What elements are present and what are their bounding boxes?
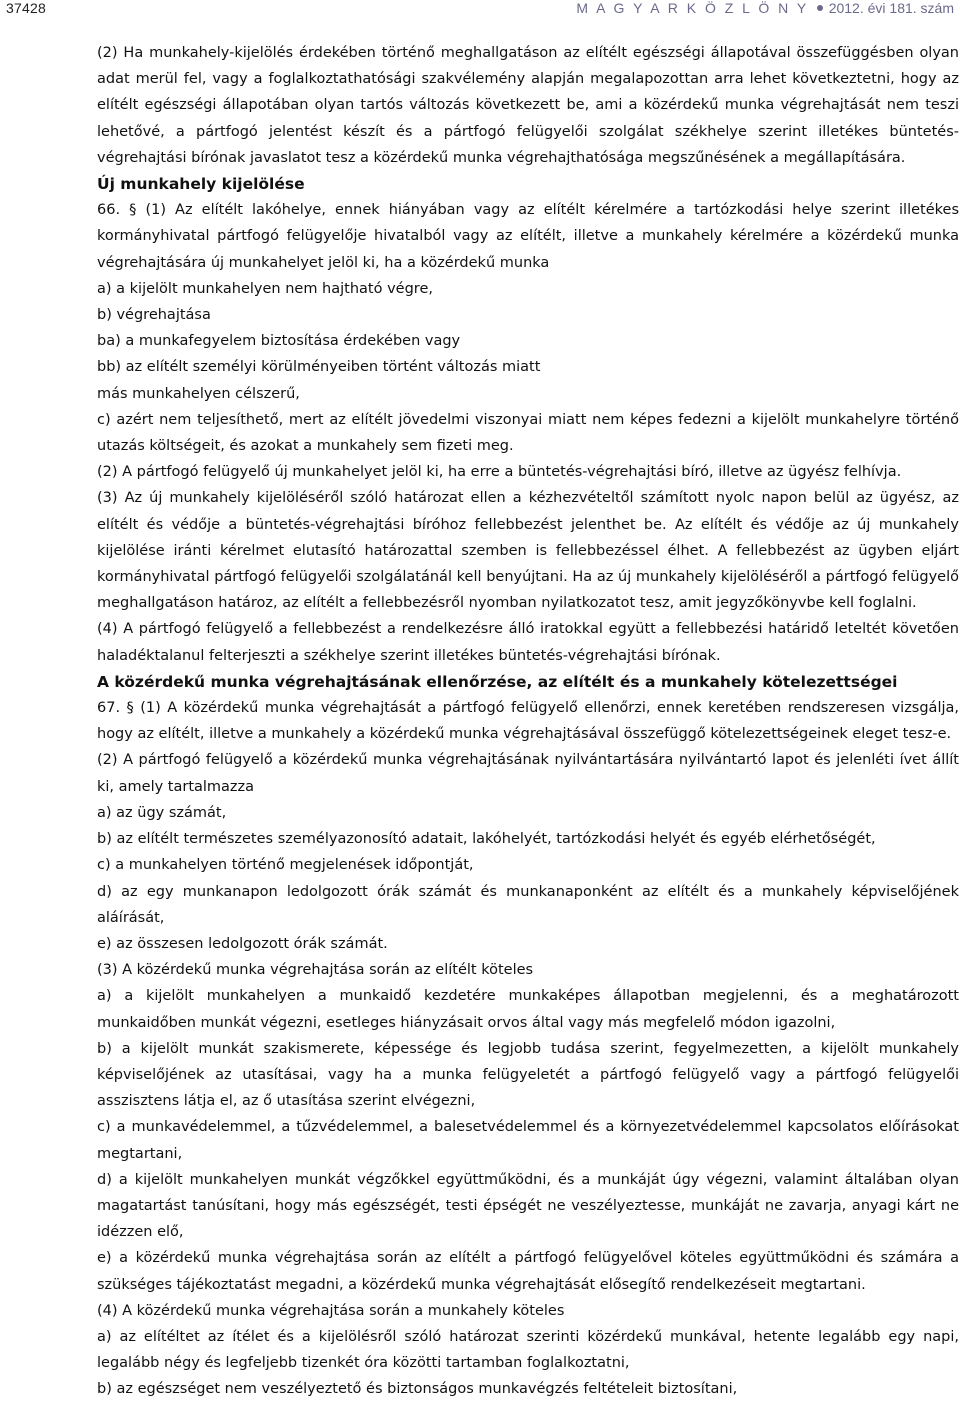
- list-item: b) az egészséget nem veszélyeztető és biztonságos munkavégzés feltételeit biztosítani,: [97, 1381, 738, 1398]
- list-item: b) a kijelölt munkát szakismerete, képessége és legjobb tudása szerint, fegyelmezetten, a kijelölt munkahely képviselőjének az utasításai, vagy ha a munka felügyeletét a pártfogó felügyelő vagy a pártfogó felügyelői asszisztens látja el, az ő utasítása szerint elvégezni,: [97, 1040, 959, 1110]
- journal-title: M A G Y A R K Ö Z L Ö N Y: [576, 0, 809, 16]
- list-item: b) az elítélt természetes személyazonosító adatait, lakóhelyét, tartózkodási helyét és egyéb elérhetőségét,: [97, 831, 876, 848]
- section-heading: A közérdekű munka végrehajtásának ellenőrzése, az elítélt és a munkahely kötelezettségei: [97, 672, 898, 691]
- paragraph: 66. § (1) Az elítélt lakóhelye, ennek hiányában vagy az elítélt kérelmére a tartózkodási helye szerint illetékes kormányhivatal pártfogó felügyelője hivatalból vagy az elítélt, illetve a munkahely kérelmére a közérdekű munka végrehajtására új munkahelyet jelöl ki, ha a közérdekű munka: [97, 202, 959, 271]
- list-item: a) a kijelölt munkahelyen nem hajtható végre,: [97, 280, 433, 297]
- paragraph: (3) Az új munkahely kijelöléséről szóló határozat ellen a kézhezvételtől számított nyolc napon belül az ügyész, az elítélt és védője a büntetés-végrehajtási bíróhoz fellebbezést jelenthet be. Az elítélt és védője az új munkahely kijelölése iránti kérelmet elutasító határozattal szemben is fellebbezéssel élhet. A fellebbezést az ügyben eljárt kormányhivatal pártfogó felügyelői szolgálatánál kell benyújtani. Ha az új munkahely kijelöléséről a pártfogó felügyelő meghallgatáson határoz, az elítélt a fellebbezésről nyomban nyilatkozatot tesz, amit jegyzőkönyvbe kell foglalni.: [97, 490, 959, 612]
- paragraph: (2) A pártfogó felügyelő a közérdekű munka végrehajtásának nyilvántartására nyilvántartó lapot és jelenléti ívet állít ki, amely tartalmazza: [97, 752, 959, 795]
- bullet-dot-icon: [817, 5, 823, 11]
- list-item: c) a munkavédelemmel, a tűzvédelemmel, a balesetvédelemmel és a környezetvédelemmel kapcsolatos előírásokat megtartani,: [97, 1119, 959, 1162]
- page-number: 37428: [6, 0, 46, 16]
- list-item: a) az elítéltet az ítélet és a kijelölésről szóló határozat szerinti közérdekű munkával, hetente legalább egy napi, legalább négy és legfeljebb tizenkét óra közötti tartamban foglalkoztatni,: [97, 1328, 959, 1372]
- list-item: a) az ügy számát,: [97, 804, 227, 821]
- paragraph: (2) A pártfogó felügyelő új munkahelyet jelöl ki, ha erre a büntetés-végrehajtási bíró, illetve az ügyész felhívja.: [97, 464, 902, 481]
- list-item: bb) az elítélt személyi körülményeiben történt változás miatt: [97, 359, 541, 376]
- list-item: d) az egy munkanapon ledolgozott órák számát és munkanaponként az elítélt és a munkahely képviselőjének aláírását,: [97, 883, 959, 926]
- list-item: e) a közérdekű munka végrehajtása során az elítélt a pártfogó felügyelővel köteles együttműködni és számára a szükséges tájékoztatást megadni, a közérdekű munka végrehajtását elősegítő rendelkezéseit megtartani.: [97, 1250, 959, 1293]
- paragraph: (4) A pártfogó felügyelő a fellebbezést a rendelkezésre álló iratokkal együtt a fellebbezési határidő leteltét követően haladéktalanul felterjeszti a székhelye szerint illetékes büntetés-végrehajtási bírónak.: [97, 621, 959, 664]
- list-item: a) a kijelölt munkahelyen a munkaidő kezdetére munkaképes állapotban megjelenni, és a meghatározott munkaidőben munkát végezni, esetleges hiányzásait orvos által vagy más megfelelő módon igazolni,: [97, 988, 959, 1031]
- list-item: c) azért nem teljesíthető, mert az elítélt jövedelmi viszonyai miatt nem képes fedezni a kijelölt munkahelyre történő utazás költségeit, és azokat a munkahely sem fizeti meg.: [97, 411, 959, 455]
- paragraph: (4) A közérdekű munka végrehajtása során a munkahely köteles: [97, 1302, 565, 1319]
- issue-label: 2012. évi 181. szám: [828, 0, 954, 16]
- paragraph: (2) Ha munkahely-kijelölés érdekében történő meghallgatáson az elítélt egészségi állapotával összefüggésben olyan adat merül fel, vagy a foglalkoztathatósági szakvélemény alapján megalapozottan arra lehet következtetni, hogy az elítélt egészségi állapotában olyan tartós változás következett be, ami a közérdekű munka végrehajtását nem teszi lehetővé, a pártfogó jelentést készít és a pártfogó felügyelői szolgálat székhelye szerint illetékes büntetés-végrehajtási bírónak javaslatot tesz a közérdekű munka végrehajthatósága megszűnésének a megállapítására.: [97, 45, 959, 166]
- list-item: d) a kijelölt munkahelyen munkát végzőkkel együttműködni, és a munkáját úgy végezni, valamint általában olyan magatartást tanúsítani, hogy más egészségét, testi épségét ne veszélyeztesse, munkáját ne zavarja, anyagi kárt ne idézzen elő,: [97, 1171, 959, 1241]
- list-item: e) az összesen ledolgozott órák számát.: [97, 935, 388, 952]
- journal-header: [576, 0, 954, 16]
- paragraph: 67. § (1) A közérdekű munka végrehajtását a pártfogó felügyelő ellenőrzi, ennek keretében rendszeresen vizsgálja, hogy az elítélt, illetve a munkahely a közérdekű munka végrehajtásával összefüggő kötelezettségeinek eleget tesz-e.: [97, 700, 959, 743]
- list-item: b) végrehajtása: [97, 307, 211, 324]
- section-heading: Új munkahely kijelölése: [97, 175, 305, 194]
- page-header: [0, 0, 960, 22]
- paragraph: más munkahelyen célszerű,: [97, 385, 300, 402]
- list-item: c) a munkahelyen történő megjelenések időpontját,: [97, 857, 474, 874]
- list-item: ba) a munkafegyelem biztosítása érdekében vagy: [97, 333, 461, 350]
- document-body: [97, 40, 959, 1403]
- paragraph: (3) A közérdekű munka végrehajtása során az elítélt köteles: [97, 962, 534, 979]
